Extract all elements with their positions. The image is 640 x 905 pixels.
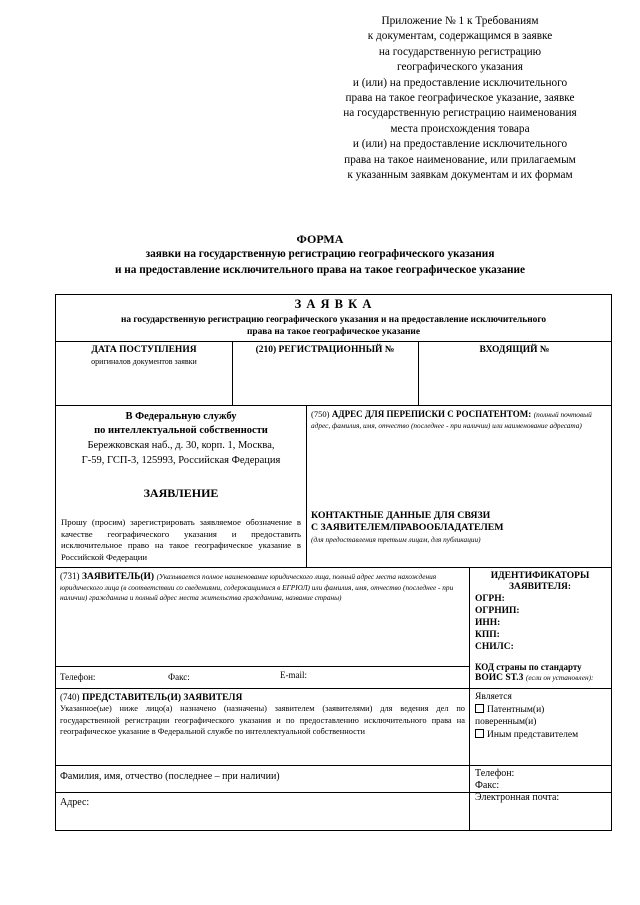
representative-type-label: Является: [475, 692, 512, 702]
forma-subtitle-1: заявки на государственную регистрацию географического указания: [145, 248, 495, 260]
applicant-email-label: E-mail:: [280, 670, 307, 680]
appendix-line: к документам, содержащимся в заявке: [367, 30, 553, 43]
appendix-line: к указанным заявкам документам и их формам: [347, 169, 573, 182]
incoming-number-label: ВХОДЯЩИЙ №: [479, 345, 550, 355]
addressee-address-1: Бережковская наб., д. 30, корп. 1, Москва,: [87, 440, 275, 451]
representative-text: Указанное(ые) ниже лицо(а) назначено (назначены) заявителем (заявителями) для ведения дел по государственной регистрации географического указания и по предоставлению исключительного права на географическое указание в Федеральной службе по интеллектуальной собственности: [60, 704, 465, 736]
other-representative-option[interactable]: [475, 729, 578, 741]
fio-label: Фамилия, имя, отчество (последнее – при наличии): [60, 771, 280, 782]
wipo-standard-label: ВОИС ST.3: [475, 673, 524, 683]
identifiers-title-1: ИДЕНТИФИКАТОРЫ: [490, 571, 590, 581]
receipt-date-label: ДАТА ПОСТУПЛЕНИЯ: [91, 345, 197, 355]
addressee-address-2: Г-59, ГСП-3, 125993, Российская Федерация: [81, 455, 281, 466]
correspondence-address-note: (полный почтовый адрес, фамилия, имя, отчество (последнее - при наличии) или наименование адресата): [311, 410, 592, 430]
field-code-750: (750): [311, 409, 330, 419]
patent-attorney-checkbox[interactable]: [475, 704, 484, 713]
zayavka-title: З А Я В К А: [294, 297, 373, 311]
representative-phone-label: Телефон:: [475, 768, 515, 779]
receipt-date-sublabel: оригиналов документов заявки: [91, 357, 197, 366]
application-form: [55, 294, 612, 831]
correspondence-address-block: [311, 409, 607, 431]
form-header-2: права на такое географическое указание: [247, 327, 420, 337]
patent-attorney-option[interactable]: [475, 704, 544, 716]
contact-data-label-1: КОНТАКТНЫЕ ДАННЫЕ ДЛЯ СВЯЗИ: [311, 510, 491, 521]
representative-email-label: Электронная почта:: [475, 792, 560, 803]
appendix-line: географического указания: [397, 61, 523, 74]
contact-data-note: (для предоставления третьим лицам, для публикации): [311, 535, 481, 544]
appendix-line: и (или) на предоставление исключительного: [352, 76, 568, 89]
appendix-header: [300, 14, 620, 183]
applicant-note: (Указывается полное наименование юридического лица, полный адрес места нахождения юридического лица (в соответствии со сведениями, содержащимися в ЕГРЮЛ) или фамилия, имя, отчество (последнее - при наличии) гражданина и полный адрес места жительства гражданина, название страны): [60, 572, 454, 602]
other-representative-checkbox[interactable]: [475, 729, 484, 738]
applicant-phone-label: Телефон:: [60, 672, 96, 682]
addressee-line-1: В Федеральную службу: [125, 411, 237, 422]
appendix-line: права на такое наименование, или прилагаемым: [344, 153, 576, 166]
snils-label: СНИЛС:: [475, 642, 514, 652]
representative-fax-label: Факс:: [475, 780, 500, 791]
ogrn-label: ОГРН:: [475, 594, 505, 604]
kpp-label: КПП:: [475, 630, 500, 640]
address-label: Адрес:: [60, 797, 90, 808]
inn-label: ИНН:: [475, 618, 501, 628]
field-code-731: (731): [60, 571, 80, 581]
patent-attorney-label: Патентным(и): [487, 705, 545, 715]
statement-title: ЗАЯВЛЕНИЕ: [143, 486, 219, 500]
wipo-standard-line: [475, 672, 593, 684]
addressee-line-2: по интеллектуальной собственности: [94, 425, 268, 436]
identifiers-title-2: ЗАЯВИТЕЛЯ:: [508, 582, 572, 592]
appendix-line: на государственную регистрацию: [378, 45, 542, 58]
correspondence-address-label: АДРЕС ДЛЯ ПЕРЕПИСКИ С РОСПАТЕНТОМ:: [331, 409, 532, 419]
field-code-740: (740): [60, 692, 80, 702]
applicant-label: ЗАЯВИТЕЛЬ(И): [82, 572, 155, 582]
appendix-line: Приложение № 1 к Требованиям: [381, 15, 539, 27]
contact-data-label-2: С ЗАЯВИТЕЛЕМ/ПРАВООБЛАДАТЕЛЕМ: [311, 522, 504, 533]
forma-title: ФОРМА: [296, 232, 344, 246]
country-code-prefix: КОД страны по стандарту: [475, 662, 582, 672]
applicant-fax-label: Факс:: [168, 672, 190, 682]
applicant-block: [60, 571, 465, 604]
wipo-standard-note: (если он установлен):: [525, 673, 594, 682]
forma-subtitle-2: и на предоставление исключительного права на такое географическое указание: [114, 264, 526, 276]
representative-label: ПРЕДСТАВИТЕЛЬ(И) ЗАЯВИТЕЛЯ: [82, 693, 243, 703]
statement-text: Прошу (просим) зарегистрировать заявляемое обозначение в качестве географического указания и предоставить исключительное право на такое географическое указание в Российской Федерации: [61, 517, 301, 562]
patent-attorney-label-2: поверенным(и): [475, 717, 537, 727]
form-header-1: на государственную регистрацию географического указания и на предоставление исключительного: [120, 315, 547, 325]
appendix-line: права на такое географическое указание, заявке: [345, 92, 575, 105]
appendix-line: места происхождения товара: [390, 122, 530, 135]
other-representative-label: Иным представителем: [487, 730, 579, 740]
registration-number-label: (210) РЕГИСТРАЦИОННЫЙ №: [255, 345, 395, 355]
ogrnip-label: ОГРНИП:: [475, 606, 520, 616]
appendix-line: на государственную регистрацию наименования: [343, 107, 577, 120]
appendix-line: и (или) на предоставление исключительного: [352, 138, 568, 151]
